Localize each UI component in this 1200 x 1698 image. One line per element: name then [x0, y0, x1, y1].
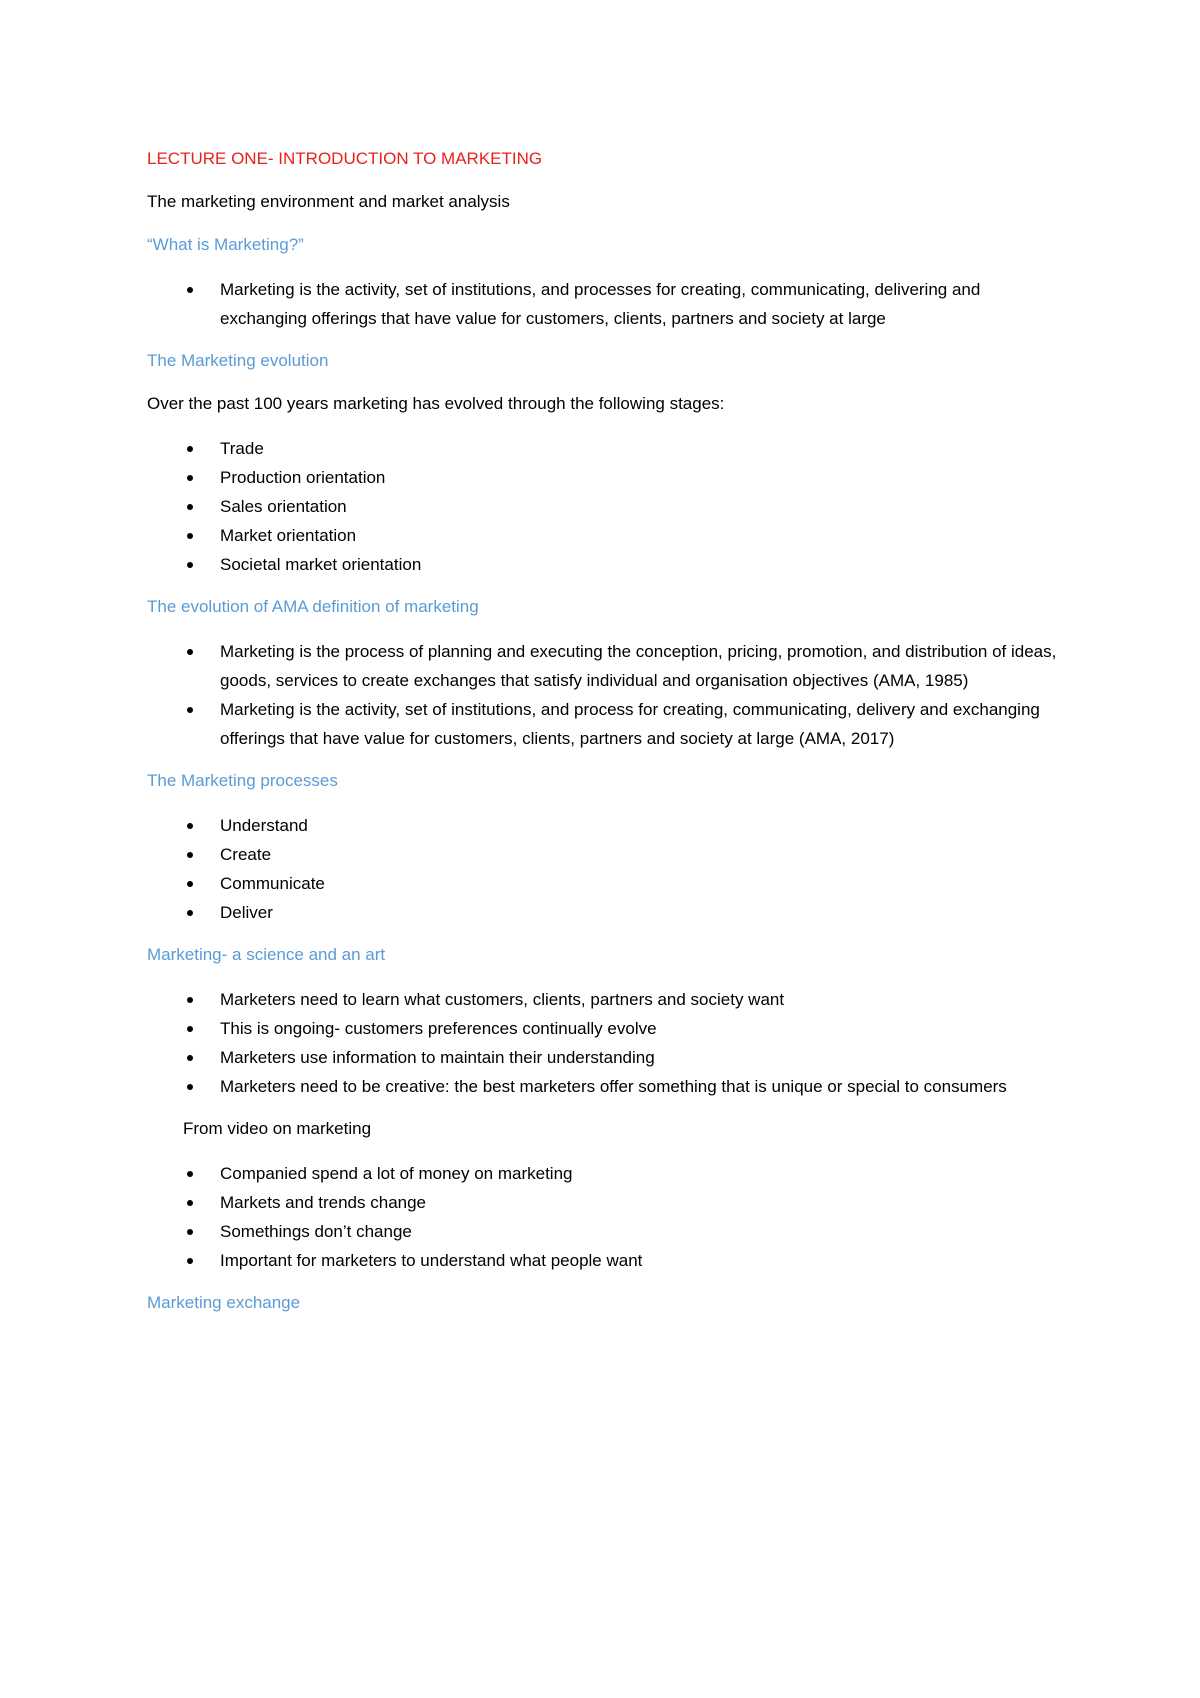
list-item: Understand	[147, 811, 1067, 840]
list-item: Somethings don’t change	[147, 1217, 1067, 1246]
document-body	[147, 146, 1067, 1316]
list-item: This is ongoing- customers preferences continually evolve	[147, 1014, 1067, 1043]
heading-marketing-processes: The Marketing processes	[147, 771, 338, 790]
list-item: Companied spend a lot of money on marketing	[147, 1159, 1067, 1188]
subtitle: The marketing environment and market analysis	[147, 192, 510, 211]
list-item: Create	[147, 840, 1067, 869]
science-and-art-list	[147, 985, 1067, 1101]
list-item: Trade	[147, 434, 1067, 463]
list-item: Production orientation	[147, 463, 1067, 492]
list-item: Markets and trends change	[147, 1188, 1067, 1217]
video-intro: From video on marketing	[183, 1119, 372, 1138]
list-item: Marketers need to learn what customers, clients, partners and society want	[147, 985, 1067, 1014]
what-is-marketing-list	[147, 275, 1067, 333]
list-item: Sales orientation	[147, 492, 1067, 521]
heading-what-is-marketing: “What is Marketing?”	[147, 235, 304, 254]
video-notes-list	[147, 1159, 1067, 1275]
marketing-processes-list	[147, 811, 1067, 927]
heading-marketing-evolution: The Marketing evolution	[147, 351, 329, 370]
list-item: Marketing is the activity, set of institutions, and processes for creating, communicating, delivering and exchanging offerings that have value for customers, clients, partners and society at large	[147, 275, 1067, 333]
heading-ama-definition: The evolution of AMA definition of marketing	[147, 597, 479, 616]
list-item: Marketers need to be creative: the best marketers offer something that is unique or special to consumers	[147, 1072, 1067, 1101]
list-item: Societal market orientation	[147, 550, 1067, 579]
list-item: Marketing is the process of planning and executing the conception, pricing, promotion, and distribution of ideas, goods, services to create exchanges that satisfy individual and organisation objectives (AMA, 1985)	[147, 637, 1067, 695]
heading-science-and-art: Marketing- a science and an art	[147, 945, 386, 964]
evolution-stages-list	[147, 434, 1067, 579]
list-item: Marketing is the activity, set of institutions, and process for creating, communicating, delivery and exchanging offerings that have value for customers, clients, partners and society at large (AMA, 2017)	[147, 695, 1067, 753]
list-item: Deliver	[147, 898, 1067, 927]
list-item: Communicate	[147, 869, 1067, 898]
ama-definition-list	[147, 637, 1067, 753]
list-item: Marketers use information to maintain their understanding	[147, 1043, 1067, 1072]
list-item: Market orientation	[147, 521, 1067, 550]
heading-marketing-exchange: Marketing exchange	[147, 1293, 301, 1312]
list-item: Important for marketers to understand what people want	[147, 1246, 1067, 1275]
page-title: LECTURE ONE- INTRODUCTION TO MARKETING	[147, 149, 543, 168]
evolution-intro: Over the past 100 years marketing has evolved through the following stages:	[147, 394, 725, 413]
